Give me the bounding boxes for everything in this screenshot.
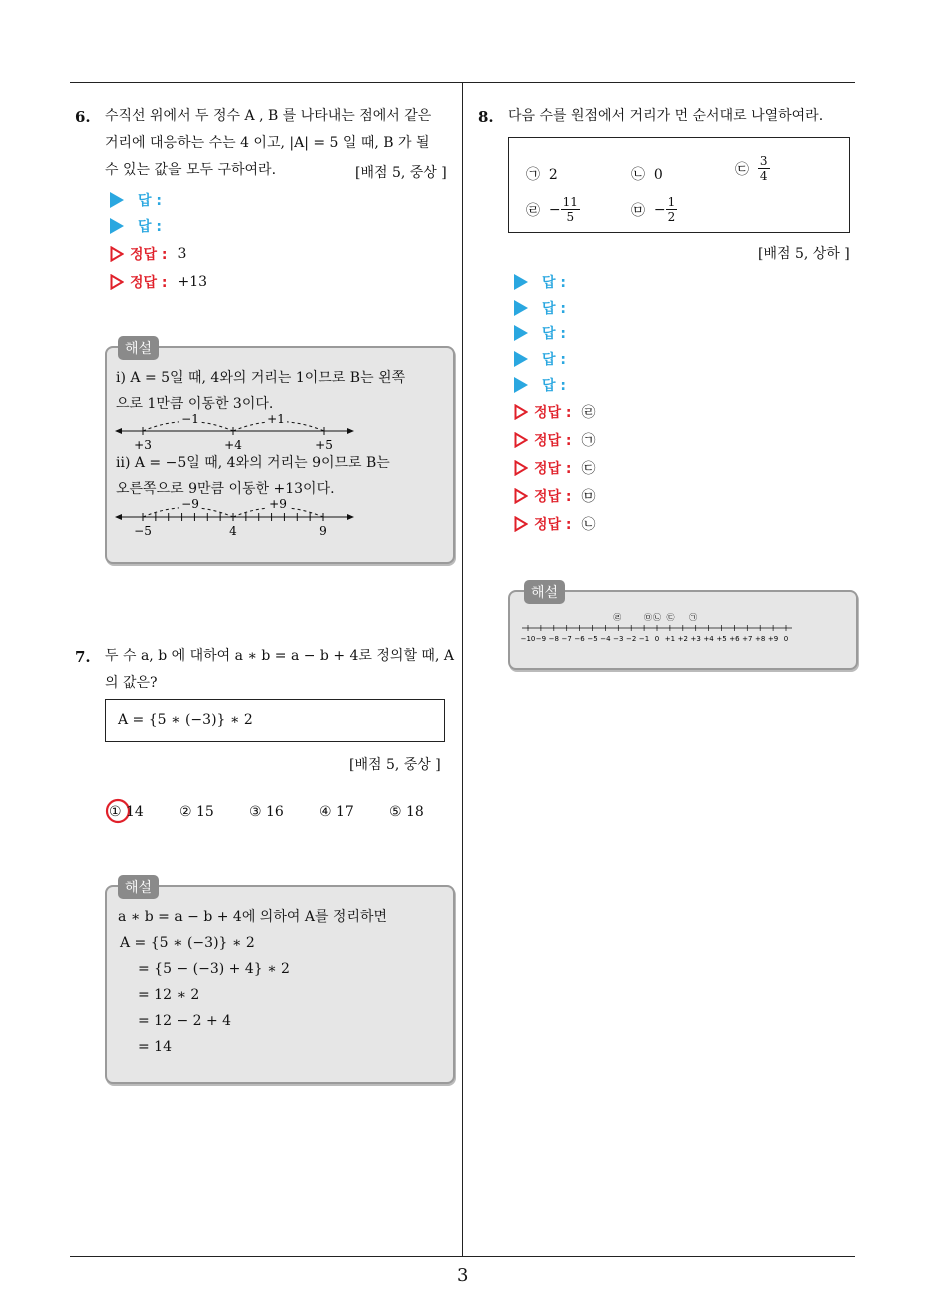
answer-label: 답 : <box>138 193 162 209</box>
tick-label: −1 <box>638 635 650 643</box>
arc-label: −1 <box>181 412 199 426</box>
q8-answer-row[interactable] <box>514 271 566 293</box>
tick-label: +7 <box>742 635 753 643</box>
answer-arrow-icon <box>110 218 124 234</box>
q8-meta: [배점 5, 상하 ] <box>758 246 850 262</box>
q7-solution-tag: 해설 <box>118 875 159 899</box>
q6-solution-line: ⅱ) A = −5일 때, 4와의 거리는 9이므로 B는 <box>116 455 390 471</box>
q8-correct-row <box>514 429 596 451</box>
q7-solution-line: = 12 − 2 + 4 <box>138 1013 232 1029</box>
q7-solution-line: A = {5 ∗ (−3)} ∗ 2 <box>120 935 255 951</box>
tick-label: 0 <box>654 635 660 643</box>
tick-label: +9 <box>767 635 779 643</box>
bottom-rule <box>70 1256 855 1257</box>
tick-label: 9 <box>319 524 327 538</box>
tick-label: 4 <box>229 524 237 538</box>
arc-label: +1 <box>267 412 285 426</box>
q8-item: ㉠ 2 <box>526 167 558 183</box>
q6-number-line-2 <box>115 495 355 539</box>
tick-label: +4 <box>224 438 242 452</box>
tick-label: +5 <box>315 438 333 452</box>
choice-3[interactable]: ③ 16 <box>249 804 284 820</box>
correct-label: 정답 : <box>130 247 168 263</box>
choice-5[interactable]: ⑤ 18 <box>389 804 424 820</box>
q8-item: ㉤ − $\frac{1}{2}$ <box>631 195 676 224</box>
correct-value: ㉢ <box>581 461 596 477</box>
correct-arrow-icon <box>514 488 528 504</box>
answer-arrow-icon <box>514 351 528 367</box>
tick-label: −2 <box>626 635 637 643</box>
tick-label: −10 <box>520 635 536 643</box>
q6-line: 수직선 위에서 두 정수 A , B 를 나타내는 점에서 같은 <box>105 108 432 124</box>
answer-label: 답 : <box>542 352 566 368</box>
q8-question: 다음 수를 원점에서 거리가 먼 순서대로 나열하여라. <box>508 108 824 124</box>
answer-arrow-icon <box>514 274 528 290</box>
q6-number-line-1 <box>115 410 355 452</box>
tick-label: +2 <box>677 635 688 643</box>
correct-label: 정답 : <box>130 275 168 291</box>
answer-label: 답 : <box>542 301 566 317</box>
tick-label: +4 <box>703 635 714 643</box>
correct-value: ㉣ <box>581 405 596 421</box>
q7-line: 두 수 a, b 에 대하여 a ∗ b = a − b + 4로 정의할 때, A <box>105 648 454 664</box>
q7-line: 의 값은? <box>105 675 158 691</box>
q8-solution-tag: 해설 <box>524 580 565 604</box>
q8-answer-row[interactable] <box>514 322 566 344</box>
q8-correct-row <box>514 485 596 507</box>
choice-4[interactable]: ④ 17 <box>319 804 354 820</box>
tick-label: 0 <box>783 635 789 643</box>
q7-solution-line: a ∗ b = a − b + 4에 의하여 A를 정리하면 <box>118 909 388 925</box>
tick-label: +6 <box>729 635 740 643</box>
q8-correct-row <box>514 401 596 423</box>
answer-arrow-icon <box>514 377 528 393</box>
tick-label: −5 <box>134 524 152 538</box>
correct-value: ㉡ <box>581 517 596 533</box>
correct-arrow-icon <box>514 516 528 532</box>
q8-number: 8. <box>478 108 494 126</box>
q7-meta: [배점 5, 중상 ] <box>349 757 441 773</box>
q8-item: ㉣ − $\frac{11}{5}$ <box>526 195 578 224</box>
q7-solution-line: = {5 − (−3) + 4} ∗ 2 <box>138 961 290 977</box>
correct-arrow-icon <box>110 274 124 290</box>
q8-answer-row[interactable] <box>514 297 566 319</box>
tick-label: −8 <box>548 635 559 643</box>
answer-arrow-icon <box>514 325 528 341</box>
number-line-mark: ㉡ <box>653 613 661 622</box>
q6-number: 6. <box>75 108 91 126</box>
correct-value: 3 <box>177 246 187 262</box>
choice-2[interactable]: ② 15 <box>179 804 214 820</box>
q6-meta: [배점 5, 중상 ] <box>355 165 447 181</box>
column-divider <box>462 82 463 1257</box>
number-line-mark: ㉤ <box>643 613 652 622</box>
q8-correct-row <box>514 457 596 479</box>
q6-line: 수 있는 값을 모두 구하여라. <box>105 162 277 178</box>
q7-question <box>105 643 455 697</box>
correct-label: 정답 : <box>534 433 572 449</box>
q6-solution-tag: 해설 <box>118 336 159 360</box>
correct-label: 정답 : <box>534 489 572 505</box>
tick-label: +3 <box>134 438 152 452</box>
q7-expression: A = {5 ∗ (−3)} ∗ 2 <box>118 712 253 728</box>
answer-arrow-icon <box>514 300 528 316</box>
correct-arrow-icon <box>514 432 528 448</box>
correct-arrow-icon <box>110 246 124 262</box>
number-line-mark: ㉠ <box>689 613 698 622</box>
q7-number: 7. <box>75 648 91 666</box>
q8-answer-row[interactable] <box>514 348 566 370</box>
correct-arrow-icon <box>514 404 528 420</box>
q8-answer-row[interactable] <box>514 374 566 396</box>
answer-label: 답 : <box>138 219 162 235</box>
q8-item: ㉢ $\frac{3}{4}$ <box>735 154 768 183</box>
tick-label: −4 <box>600 635 611 643</box>
q8-item: ㉡ 0 <box>631 167 663 183</box>
choice-1[interactable]: ① 14 <box>109 804 144 820</box>
arc-label: +9 <box>269 497 287 511</box>
tick-label: +8 <box>755 635 766 643</box>
q7-solution-line: = 14 <box>138 1039 172 1055</box>
q8-correct-row <box>514 513 596 535</box>
tick-label: −5 <box>587 635 598 643</box>
q6-solution-line: 오른쪽으로 9만큼 이동한 +13이다. <box>116 481 335 497</box>
q6-solution-line: ⅰ) A = 5일 때, 4와의 거리는 1이므로 B는 왼쪽 <box>116 370 406 386</box>
arc-label: −9 <box>181 497 199 511</box>
q7-choices <box>105 802 455 826</box>
q6-answer-row[interactable] <box>110 189 162 211</box>
tick-label: −9 <box>535 635 547 643</box>
correct-value: ㉤ <box>581 489 596 505</box>
q7-solution-line: = 12 ∗ 2 <box>138 987 200 1003</box>
q6-answer-row[interactable] <box>110 215 162 237</box>
tick-label: −3 <box>613 635 624 643</box>
correct-value: +13 <box>177 274 208 290</box>
answer-label: 답 : <box>542 326 566 342</box>
tick-label: +3 <box>690 635 701 643</box>
answer-label: 답 : <box>542 275 566 291</box>
tick-label: +1 <box>664 635 676 643</box>
q8-number-line <box>520 608 800 648</box>
answer-label: 답 : <box>542 378 566 394</box>
q6-correct-row <box>110 243 186 265</box>
tick-label: +5 <box>716 635 727 643</box>
q6-solution-line: 으로 1만큼 이동한 3이다. <box>116 396 274 412</box>
correct-arrow-icon <box>514 460 528 476</box>
correct-label: 정답 : <box>534 517 572 533</box>
tick-label: −6 <box>574 635 585 643</box>
number-line-mark: ㉣ <box>613 613 622 622</box>
q6-correct-row <box>110 271 207 293</box>
page-number: 3 <box>457 1265 469 1286</box>
q6-line: 거리에 대응하는 수는 4 이고, |A| = 5 일 때, B 가 될 <box>105 135 430 151</box>
correct-value: ㉠ <box>581 433 596 449</box>
answer-arrow-icon <box>110 192 124 208</box>
number-line-mark: ㉢ <box>666 613 675 622</box>
correct-label: 정답 : <box>534 405 572 421</box>
tick-label: −7 <box>561 635 572 643</box>
correct-label: 정답 : <box>534 461 572 477</box>
